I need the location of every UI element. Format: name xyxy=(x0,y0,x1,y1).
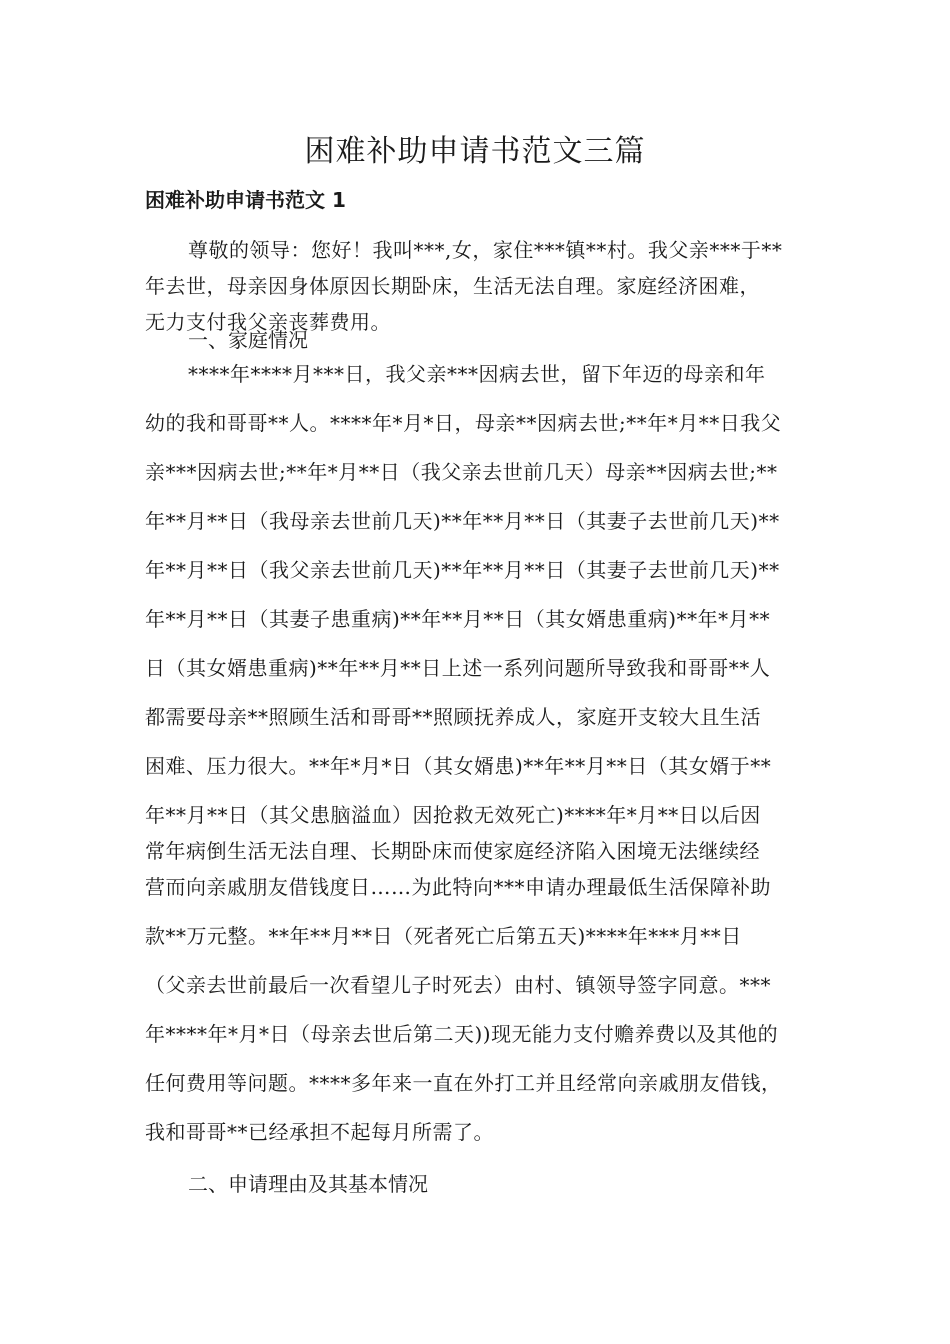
section-heading-family: 一、家庭情况 xyxy=(188,328,308,352)
document-subheading: 困难补助申请书范文 1 xyxy=(145,188,346,212)
family-situation-paragraph xyxy=(145,356,810,1163)
intro-line: 无力支付我父亲丧葬费用。 xyxy=(145,310,391,334)
intro-paragraph xyxy=(145,232,810,334)
body-line: 任何费用等问题。****多年来一直在外打工并且经常向亲戚朋友借钱， xyxy=(145,1071,782,1095)
body-line: 都需要母亲**照顾生活和哥哥**照顾抚养成人，家庭开支较大且生活 xyxy=(145,705,761,729)
body-line: 年**月**日（我母亲去世前几天)**年**月**日（其妻子去世前几天)** xyxy=(145,509,780,533)
body-line: 常年病倒生活无法自理、长期卧床而使家庭经济陷入困境无法继续经 xyxy=(145,839,760,863)
section-heading-reasons: 二、申请理由及其基本情况 xyxy=(188,1172,428,1196)
body-line: ****年****月***日，我父亲***因病去世，留下年迈的母亲和年 xyxy=(188,362,766,386)
body-line: （父亲去世前最后一次看望儿子时死去）由村、镇领导签字同意。*** xyxy=(145,973,771,997)
body-line: 幼的我和哥哥**人。****年*月*日，母亲**因病去世;**年*月**日我父 xyxy=(145,411,782,435)
body-line: 日（其女婿患重病)**年**月**日上述一系列问题所导致我和哥哥**人 xyxy=(145,656,771,680)
body-line: 困难、压力很大。**年*月*日（其女婿患)**年**月**日（其女婿于** xyxy=(145,754,772,778)
body-line: 营而向亲戚朋友借钱度日……为此特向***申请办理最低生活保障补助 xyxy=(145,875,771,899)
intro-line: 年去世，母亲因身体原因长期卧床，生活无法自理。家庭经济困难， xyxy=(145,274,760,298)
body-line: 年**月**日（其妻子患重病)**年**月**日（其女婿患重病)**年*月** xyxy=(145,607,771,631)
body-line: 年****年*月*日（母亲去世后第二天))现无能力支付赡养费以及其他的 xyxy=(145,1022,779,1046)
body-line: 亲***因病去世;**年*月**日（我父亲去世前几天）母亲**因病去世;** xyxy=(145,460,778,484)
body-line: 款**万元整。**年**月**日（死者死亡后第五天)****年***月**日 xyxy=(145,924,742,948)
body-line: 年**月**日（其父患脑溢血）因抢救无效死亡)****年*月**日以后因 xyxy=(145,803,761,827)
body-line: 我和哥哥**已经承担不起每月所需了。 xyxy=(145,1120,494,1144)
body-line: 年**月**日（我父亲去世前几天)**年**月**日（其妻子去世前几天)** xyxy=(145,558,780,582)
intro-line: 尊敬的领导：您好！我叫***,女，家住***镇**村。我父亲***于** xyxy=(188,238,783,262)
document-title: 困难补助申请书范文三篇 xyxy=(304,134,646,169)
